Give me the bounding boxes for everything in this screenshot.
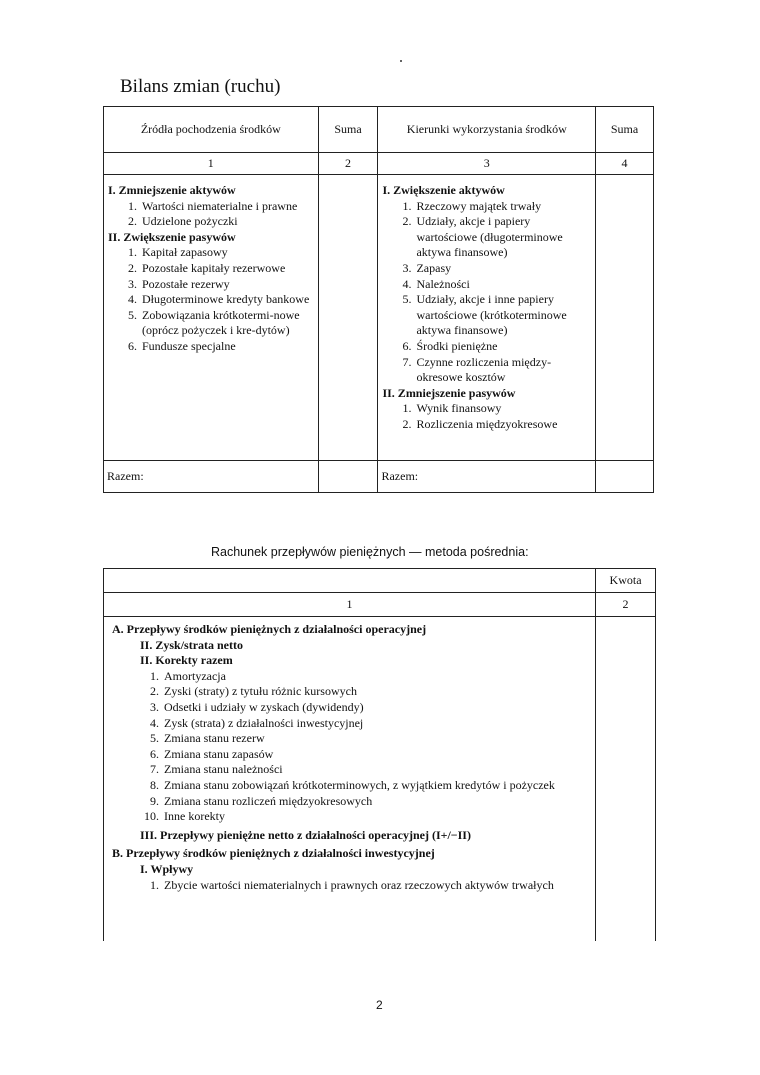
list-item: 5. Zmiana stanu rezerw [150,731,265,746]
total-label-left: Razem: [104,461,319,493]
list-item: 1. Rzeczowy majątek trwały [402,198,542,213]
list-item: 7. Czynne rozliczenia między-okresowe kosztów [402,354,552,385]
sum-cell-1 [318,175,378,461]
amount-cell [596,617,656,941]
column-number: 2 [596,593,656,617]
header-sum-1: Suma [318,107,378,153]
subsection-heading: III. Przepływy pieniężne netto z działalności operacyjnej (I+/−II) [140,827,471,842]
section-heading: I. Zwiększenie aktywów [382,183,505,197]
list-item: 2. Udziały, akcje i papiery wartościowe (długoterminowe aktywa finansowe) [402,214,563,260]
list-item: 8. Zmiana stanu zobowiązań krótkoterminowych, z wyjątkiem kredytów i pożyczek [150,777,555,792]
list-item: 4. Zysk (strata) z działalności inwestycyjnej [150,715,364,730]
column-number: 1 [104,153,319,175]
total-label-right: Razem: [378,461,596,493]
header-amount: Kwota [596,569,656,593]
column-number: 2 [318,153,378,175]
list-item: 6. Zmiana stanu zapasów [150,746,274,761]
uses-list [378,175,596,461]
list-item: 2. Udzielone pożyczki [128,214,238,229]
section-heading: A. Przepływy środków pieniężnych z działalności operacyjnej [112,622,427,636]
balance-changes-table [103,106,654,493]
column-number: 4 [596,153,654,175]
list-item: 6. Fundusze specjalne [128,338,236,353]
list-item: 6. Środki pieniężne [402,338,498,353]
list-item: 9. Zmiana stanu rozliczeń międzyokresowych [150,793,373,808]
section-heading: I. Zmniejszenie aktywów [108,183,236,197]
sum-cell-2 [596,175,654,461]
list-item: 10. Inne korekty [144,809,225,824]
column-number: 1 [104,593,596,617]
header-uses: Kierunki wykorzystania środków [378,107,596,153]
subsection-heading: II. Korekty razem [140,653,233,668]
header-sources: Źródła pochodzenia środków [104,107,319,153]
list-item: 1. Amortyzacja [150,668,226,683]
list-item: 1. Kapitał zapasowy [128,245,228,260]
sources-list [104,175,319,461]
stray-dot [400,60,402,62]
cashflow-table [103,568,656,941]
list-item: 2. Pozostałe kapitały rezerwowe [128,260,286,275]
total-value-right [596,461,654,493]
list-item: 1. Zbycie wartości niematerialnych i prawnych oraz rzeczowych aktywów trwałych [150,877,554,892]
list-item: 5. Udziały, akcje i inne papiery wartościowe (krótkoterminowe aktywa finansowe) [402,292,567,338]
column-number: 3 [378,153,596,175]
subsection-heading: I. Wpływy [140,861,194,876]
subsection-heading: II. Zysk/strata netto [140,637,244,652]
section-heading: II. Zmniejszenie pasywów [382,385,516,400]
list-item: 3. Odsetki i udziały w zyskach (dywidendy) [150,699,364,714]
list-item: 1. Wynik finansowy [402,401,502,416]
list-item: 1. Wartości niematerialne i prawne [128,198,298,213]
cashflow-caption: Rachunek przepływów pieniężnych — metoda pośrednia: [211,545,529,559]
page-title: Bilans zmian (ruchu) [120,76,281,97]
list-item: 2. Rozliczenia międzyokresowe [402,416,558,431]
list-item: 3. Pozostałe rezerwy [128,276,230,291]
header-sum-2: Suma [596,107,654,153]
list-item: 4. Długoterminowe kredyty bankowe [128,292,310,307]
page-number: 2 [376,998,383,1012]
list-item: 2. Zyski (straty) z tytułu różnic kursowych [150,684,357,699]
cashflow-list [104,617,596,941]
section-heading: II. Zwiększenie pasywów [108,229,236,244]
header-empty [104,569,596,593]
list-item: 4. Należności [402,276,470,291]
list-item: 5. Zobowiązania krótkotermi-nowe (oprócz pożyczek i kre-dytów) [128,307,300,338]
section-heading: B. Przepływy środków pieniężnych z działalności inwestycyjnej [112,846,435,861]
list-item: 3. Zapasy [402,260,452,275]
list-item: 7. Zmiana stanu należności [150,762,283,777]
total-value-left [318,461,378,493]
